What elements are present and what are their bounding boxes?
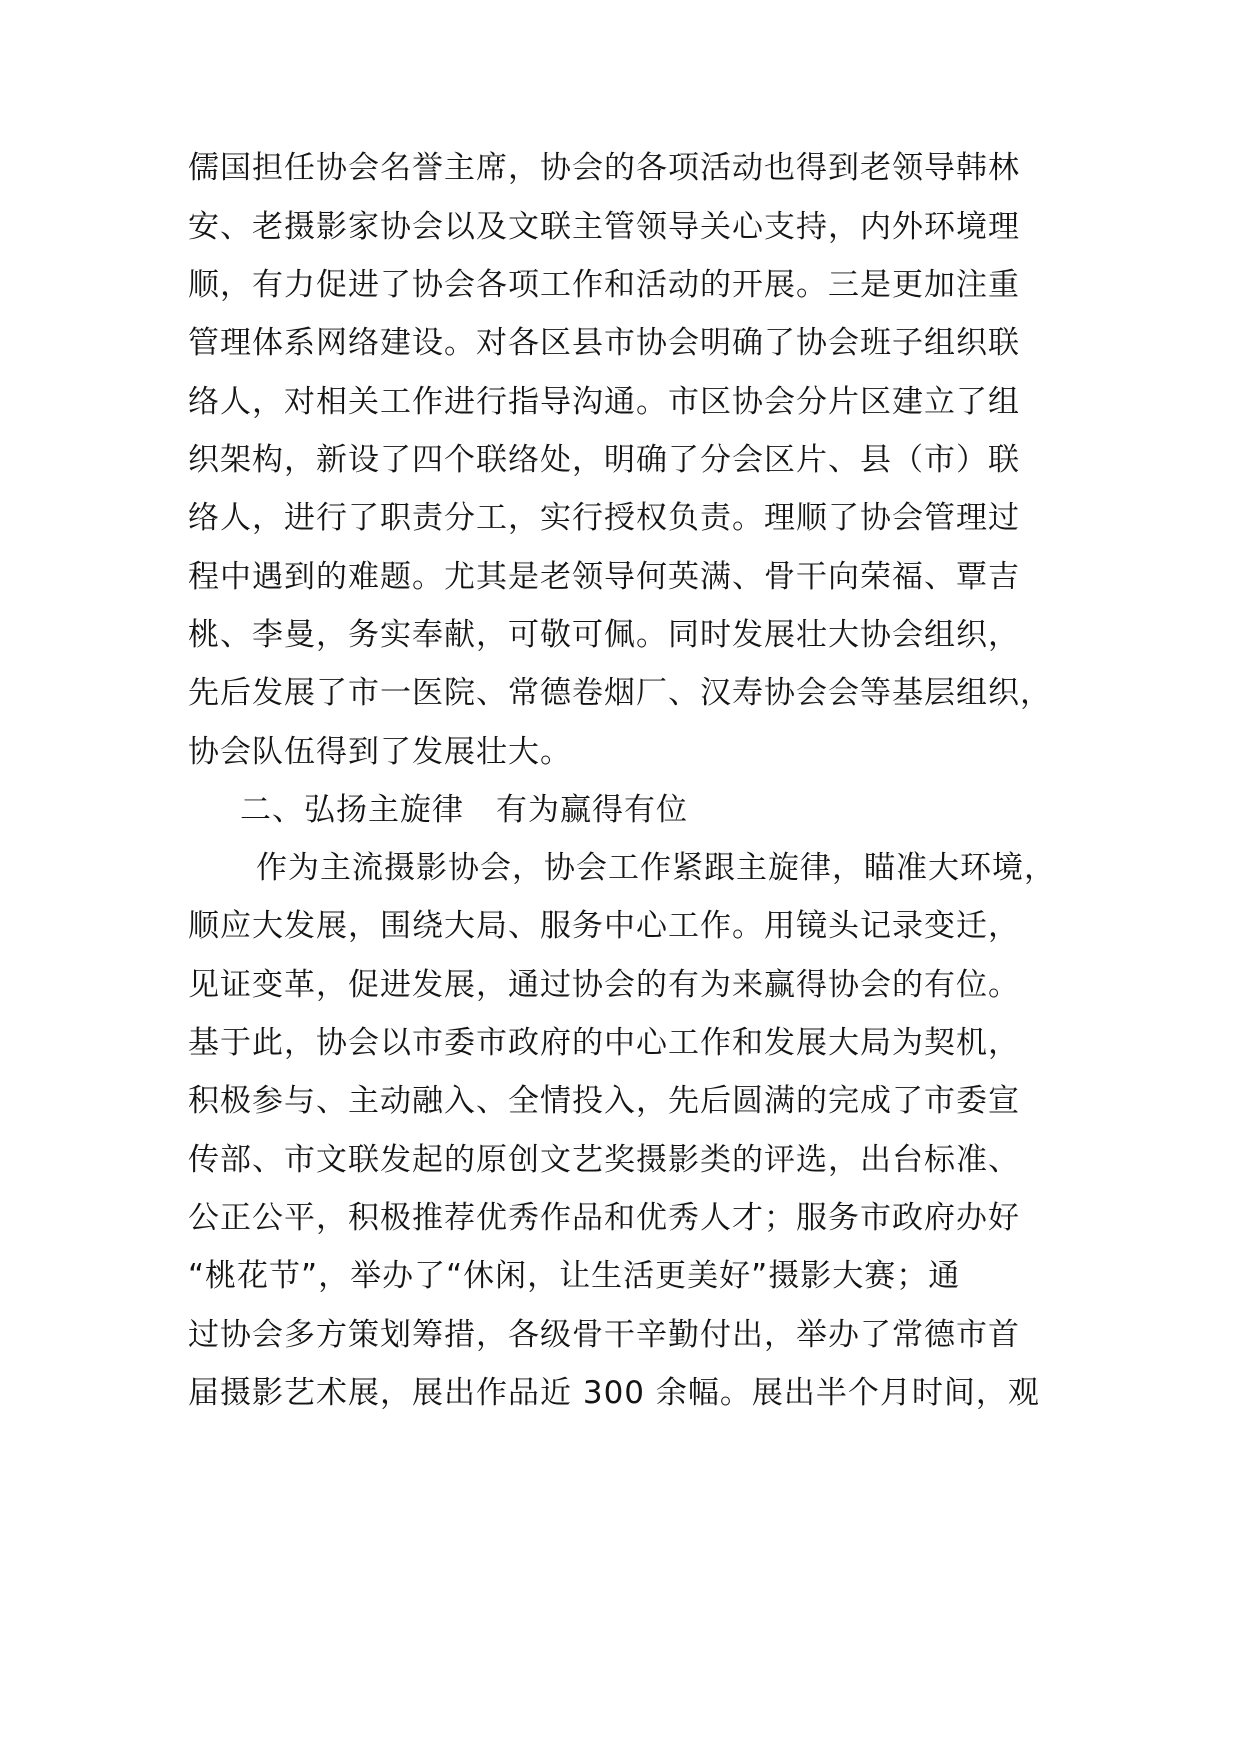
body-text-line: 桃、李曼，务实奉献，可敬可佩。同时发展壮大协会组织， (188, 617, 1020, 653)
paragraph-first-line: 作为主流摄影协会，协会工作紧跟主旋律，瞄准大环境， (256, 850, 1056, 886)
body-text-line: 基于此，协会以市委市政府的中心工作和发展大局为契机， (188, 1025, 1020, 1061)
body-text-line: 安、老摄影家协会以及文联主管领导关心支持，内外环境理 (188, 209, 1020, 245)
body-text-line: 络人，进行了职责分工，实行授权负责。理顺了协会管理过 (188, 500, 1020, 536)
body-text-line: 顺，有力促进了协会各项工作和活动的开展。三是更加注重 (188, 267, 1020, 303)
body-text-line: 见证变革，促进发展，通过协会的有为来赢得协会的有位。 (188, 967, 1020, 1003)
body-text-line: 儒国担任协会名誉主席，协会的各项活动也得到老领导韩林 (188, 150, 1020, 186)
body-text-line: 管理体系网络建设。对各区县市协会明确了协会班子组织联 (188, 325, 1020, 361)
body-text-line: 络人，对相关工作进行指导沟通。市区协会分片区建立了组 (188, 384, 1020, 420)
body-text-line: 过协会多方策划筹措，各级骨干辛勤付出，举办了常德市首 (188, 1317, 1020, 1353)
body-text-line: 先后发展了市一医院、常德卷烟厂、汉寿协会会等基层组织， (188, 675, 1052, 711)
body-text-line: “桃花节”，举办了“休闲，让生活更美好”摄影大赛；通 (188, 1258, 961, 1294)
body-text-line: 传部、市文联发起的原创文艺奖摄影类的评选，出台标准、 (188, 1142, 1020, 1178)
body-text-line: 顺应大发展，围绕大局、服务中心工作。用镜头记录变迁， (188, 908, 1020, 944)
body-text-line: 织架构，新设了四个联络处，明确了分会区片、县（市）联 (188, 442, 1020, 478)
body-text-line: 协会队伍得到了发展壮大。 (188, 734, 572, 770)
body-text-line: 公正公平，积极推荐优秀作品和优秀人才；服务市政府办好 (188, 1200, 1020, 1236)
section-heading: 二、弘扬主旋律 有为赢得有位 (240, 792, 688, 828)
body-text-line: 届摄影艺术展，展出作品近 300 余幅。展出半个月时间，观 (188, 1375, 1040, 1411)
body-text-line: 积极参与、主动融入、全情投入，先后圆满的完成了市委宣 (188, 1083, 1020, 1119)
body-text-line: 程中遇到的难题。尤其是老领导何英满、骨干向荣福、覃吉 (188, 559, 1020, 595)
